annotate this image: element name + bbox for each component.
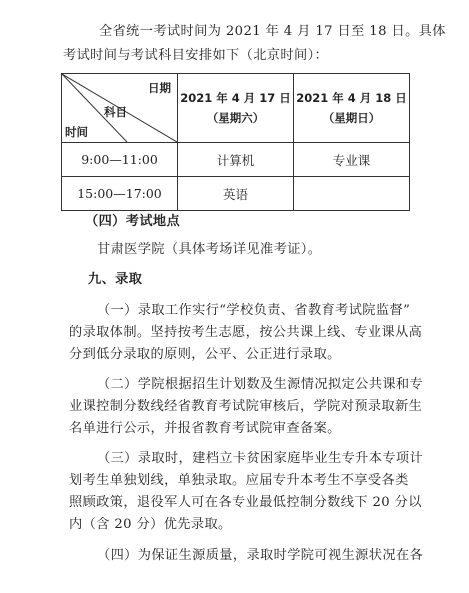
para-3-line-3: 照顾政策，退役军人可在各专业最低控制分数线下 20 分以 xyxy=(69,495,422,510)
column-day-1 xyxy=(178,74,294,143)
para-1-line-2: 的录取体制。坚持按考生志愿，按公共课上线、专业课从高 xyxy=(69,325,423,340)
row-2-day-1: 英语 xyxy=(178,177,294,211)
table-row xyxy=(62,177,410,211)
para-3-line-4: 内（含 20 分）优先录取。 xyxy=(69,517,232,532)
header-subject-label: 科目 xyxy=(104,105,127,119)
para-2-line-3: 名单进行公示，并报省教育考试院审查备案。 xyxy=(69,421,341,436)
header-time-label: 时间 xyxy=(65,125,88,139)
para-2-line-1: （二）学院根据招生计划数及生源情况拟定公共课和专 xyxy=(97,377,424,392)
column-day-2-weekday: （星期日） xyxy=(322,111,381,125)
section-4-heading: （四）考试地点 xyxy=(85,214,181,229)
para-2-line-2: 业课控制分数线经省教育考试院审核后，学院对预录取新生 xyxy=(69,399,423,414)
row-1-time: 9:00—11:00 xyxy=(62,143,178,177)
column-day-1-date: 2021 年 4 月 17 日 xyxy=(180,91,291,105)
para-3-line-1: （三）录取时，建档立卡贫困家庭毕业生专升本专项计 xyxy=(97,451,424,466)
para-4-line-1: （四）为保证生源质量，录取时学院可视生源状况在各 xyxy=(97,548,424,563)
header-date-label: 日期 xyxy=(148,81,171,95)
section-9-heading: 九、录取 xyxy=(88,272,143,287)
intro-line-1: 全省统一考试时间为 2021 年 4 月 17 日至 18 日。具体 xyxy=(99,24,446,39)
section-4-body: 甘肃医学院（具体考场详见准考证）。 xyxy=(97,242,322,257)
row-2-time: 15:00—17:00 xyxy=(62,177,178,211)
column-day-2 xyxy=(294,74,410,143)
para-1-line-3: 分到低分录取的原则，公平、公正进行录取。 xyxy=(69,347,341,362)
table-row xyxy=(62,143,410,177)
para-1-line-1: （一）录取工作实行“学校负责、省教育考试院监督” xyxy=(97,303,411,318)
row-1-day-2: 专业课 xyxy=(294,143,410,177)
column-day-2-date: 2021 年 4 月 18 日 xyxy=(296,91,407,105)
row-1-day-1: 计算机 xyxy=(178,143,294,177)
diagonal-header-cell xyxy=(62,74,178,143)
row-2-day-2 xyxy=(294,177,410,211)
exam-schedule-table xyxy=(61,73,410,211)
column-day-1-weekday: （星期六） xyxy=(206,111,265,125)
para-3-line-2: 划考生单独划线，单独录取。应届专升本考生不享受各类 xyxy=(69,473,409,488)
intro-line-2: 考试时间与考试科目安排如下（北京时间）： xyxy=(63,48,329,63)
